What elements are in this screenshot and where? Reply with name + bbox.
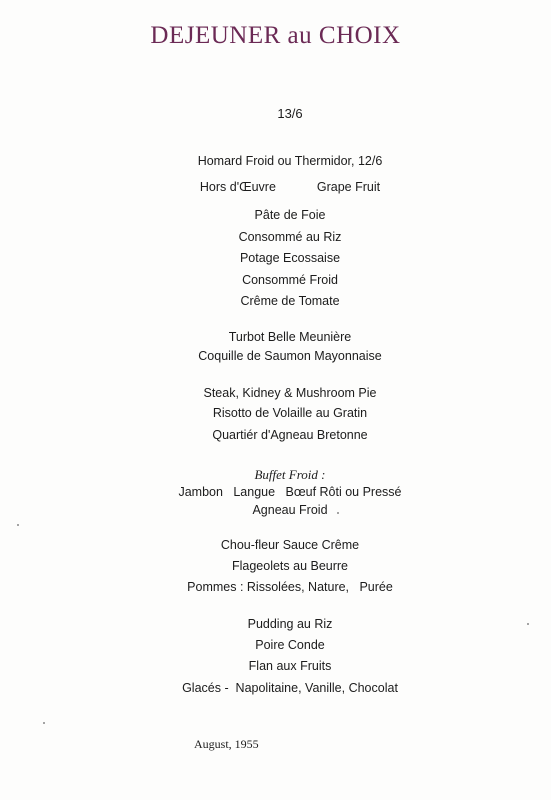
menu-item-main: Quartiér d'Agneau Bretonne xyxy=(212,428,368,442)
menu-item-grape-fruit: Grape Fruit xyxy=(316,180,381,194)
menu-title: DEJEUNER au CHOIX xyxy=(150,22,401,49)
menu-item-soup: Consommé au Riz xyxy=(238,230,342,244)
menu-item-soup: Pâte de Foie xyxy=(254,208,326,222)
menu-item-main: Risotto de Volaille au Gratin xyxy=(212,406,368,420)
menu-item-homard: Homard Froid ou Thermidor, 12/6 xyxy=(197,154,383,168)
paper-speck xyxy=(527,623,529,625)
menu-item-dessert: Flan aux Fruits xyxy=(248,659,332,673)
menu-item-main: Steak, Kidney & Mushroom Pie xyxy=(203,386,377,400)
buffet-item-agneau: Agneau Froid xyxy=(252,503,328,517)
menu-item-vegetable: Chou-fleur Sauce Crême xyxy=(220,538,360,552)
menu-item-dessert: Pudding au Riz xyxy=(247,617,333,631)
menu-date: August, 1955 xyxy=(194,737,259,751)
paper-speck xyxy=(337,512,339,514)
menu-item-vegetable: Flageolets au Beurre xyxy=(231,559,349,573)
menu-price: 13/6 xyxy=(277,106,303,121)
menu-item-soup: Consommé Froid xyxy=(242,273,338,287)
paper-speck xyxy=(43,722,45,724)
menu-item-dessert: Glacés - Napolitaine, Vanille, Chocolat xyxy=(182,681,398,695)
menu-item-soup: Crême de Tomate xyxy=(240,294,340,308)
menu-row-starters xyxy=(0,180,551,194)
menu-item-vegetable: Pommes : Rissolées, Nature, Purée xyxy=(187,580,393,594)
buffet-items: Jambon Langue Bœuf Rôti ou Pressé xyxy=(178,485,402,499)
menu-item-soup: Potage Ecossaise xyxy=(239,251,341,265)
paper-speck xyxy=(17,524,19,526)
menu-item-fish: Coquille de Saumon Mayonnaise xyxy=(198,349,382,363)
menu-item-dessert: Poire Conde xyxy=(255,638,325,652)
menu-item-hors-doeuvre: Hors d'Œuvre xyxy=(199,180,276,194)
menu-item-fish: Turbot Belle Meunière xyxy=(228,330,352,344)
buffet-heading: Buffet Froid : xyxy=(254,467,326,482)
